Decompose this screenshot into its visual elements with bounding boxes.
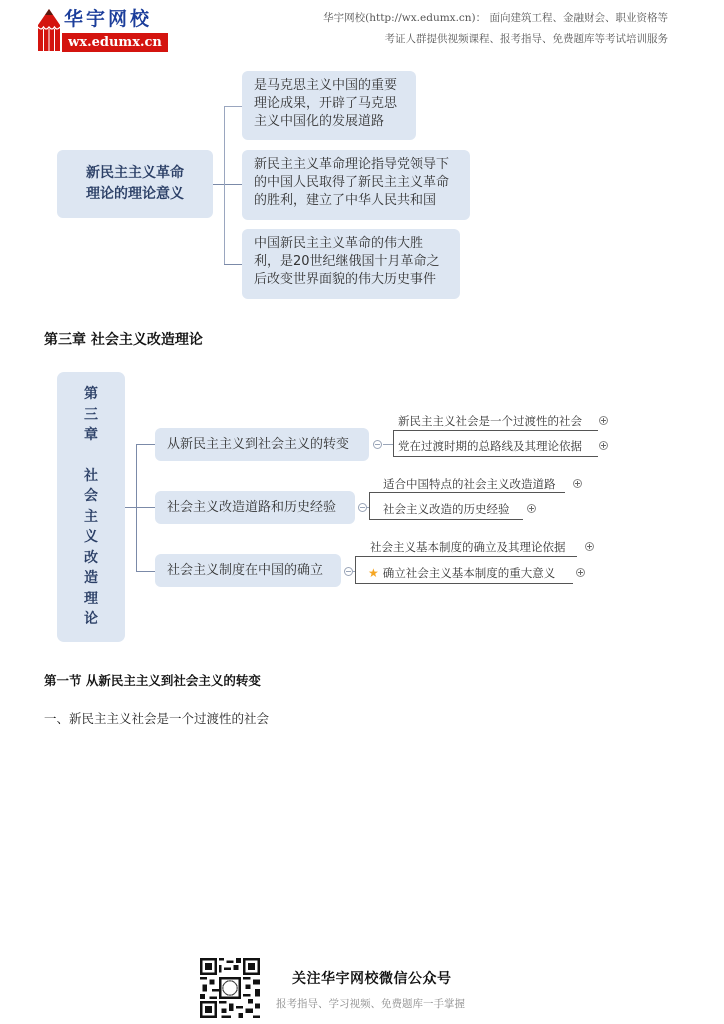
- header-tagline-line1: 华宇网校(http://wx.edumx.cn)： 面向建筑工程、金融财会、职业资格等: [323, 12, 668, 24]
- expand-icon[interactable]: [585, 542, 594, 551]
- connector-line: [224, 106, 225, 264]
- connector-line: [383, 444, 393, 445]
- connector-line: [136, 571, 155, 572]
- collapse-icon[interactable]: [373, 440, 382, 449]
- expand-icon[interactable]: [573, 479, 582, 488]
- collapse-icon[interactable]: [358, 503, 367, 512]
- mindmap-leaf-node[interactable]: 新民主主义社会是一个过渡性的社会: [398, 414, 582, 428]
- pencil-logo-icon: [38, 9, 60, 51]
- mindmap-leaf-node[interactable]: 社会主义基本制度的确立及其理论依据: [370, 540, 566, 554]
- leaf-line: 新民主主义革命理论指导党领导下: [254, 157, 450, 172]
- logo-url: wx.edumx.cn: [62, 33, 168, 52]
- mindmap-leaf-node: [242, 229, 460, 299]
- mindmap-leaf-node[interactable]: 适合中国特点的社会主义改造道路: [383, 477, 556, 491]
- root-char: 论: [84, 611, 98, 628]
- connector-line: [224, 264, 242, 265]
- leaf-label: 确立社会主义基本制度的重大意义: [382, 566, 556, 580]
- star-icon: ★: [368, 566, 379, 580]
- mindmap-leaf-node[interactable]: [368, 565, 555, 581]
- mindmap-branch-node[interactable]: 从新民主主义到社会主义的转变: [155, 428, 369, 461]
- leaf-line: 理论成果，开辟了马克思: [254, 96, 398, 111]
- root-line: 理论的理论意义: [86, 186, 184, 202]
- mindmap-leaf-node[interactable]: 党在过渡时期的总路线及其理论依据: [398, 439, 582, 453]
- root-char: 主: [84, 508, 98, 525]
- collapse-icon[interactable]: [344, 567, 353, 576]
- connector-line: [137, 507, 155, 508]
- logo[interactable]: [38, 7, 168, 51]
- root-char: 会: [84, 488, 98, 505]
- root-line: 新民主主义革命: [86, 165, 184, 181]
- mindmap-leaf-node: [242, 71, 416, 140]
- root-char: 第: [84, 386, 98, 403]
- header-tagline: [323, 8, 668, 50]
- footer-subtitle: 报考指导、学习视频、免费题库一手掌握: [276, 998, 465, 1010]
- header-tagline-line2: 考证人群提供视频课程、报考指导、免费题库等考试培训服务: [384, 33, 668, 45]
- subsection-heading: 一、新民主主义社会是一个过渡性的社会: [44, 711, 270, 726]
- mindmap-branch-node[interactable]: 社会主义改造道路和历史经验: [155, 491, 355, 524]
- leaf-line: 利，是20世纪继俄国十月革命之: [254, 254, 440, 269]
- root-char: 三: [84, 406, 98, 423]
- root-char: 改: [84, 549, 98, 566]
- leaf-line: 主义中国化的发展道路: [254, 114, 385, 129]
- leaf-line: 的胜利，建立了中华人民共和国: [254, 193, 437, 208]
- root-char: 义: [84, 529, 98, 546]
- connector-line: [225, 184, 242, 185]
- root-char: 社: [84, 467, 98, 484]
- leaf-line: 是马克思主义中国的重要: [254, 78, 398, 93]
- section-heading: 第一节 从新民主主义到社会主义的转变: [44, 673, 261, 688]
- root-char: 理: [84, 590, 98, 607]
- leaf-line: 的中国人民取得了新民主主义革命: [254, 175, 450, 190]
- leaf-line: 后改变世界面貌的伟大历史事件: [254, 272, 437, 287]
- mindmap-root-node: [57, 150, 213, 218]
- footer-title: 关注华宇网校微信公众号: [292, 971, 452, 987]
- qr-code-icon: [200, 958, 260, 1018]
- expand-icon[interactable]: [599, 441, 608, 450]
- expand-icon[interactable]: [527, 504, 536, 513]
- leaf-line: 中国新民主主义革命的伟大胜: [254, 236, 424, 251]
- connector-line: [224, 106, 242, 107]
- connector-line: [136, 444, 155, 445]
- expand-icon[interactable]: [576, 568, 585, 577]
- chapter-heading: 第三章 社会主义改造理论: [44, 332, 203, 348]
- mindmap-leaf-node[interactable]: 社会主义改造的历史经验: [383, 502, 510, 516]
- mindmap-leaf-node: [242, 150, 470, 220]
- mindmap-branch-node[interactable]: 社会主义制度在中国的确立: [155, 554, 341, 587]
- mindmap-root-node: [57, 372, 125, 642]
- root-char: 章: [84, 427, 98, 444]
- root-char: 造: [84, 570, 98, 587]
- logo-brand-name: 华宇网校: [64, 8, 153, 30]
- expand-icon[interactable]: [599, 416, 608, 425]
